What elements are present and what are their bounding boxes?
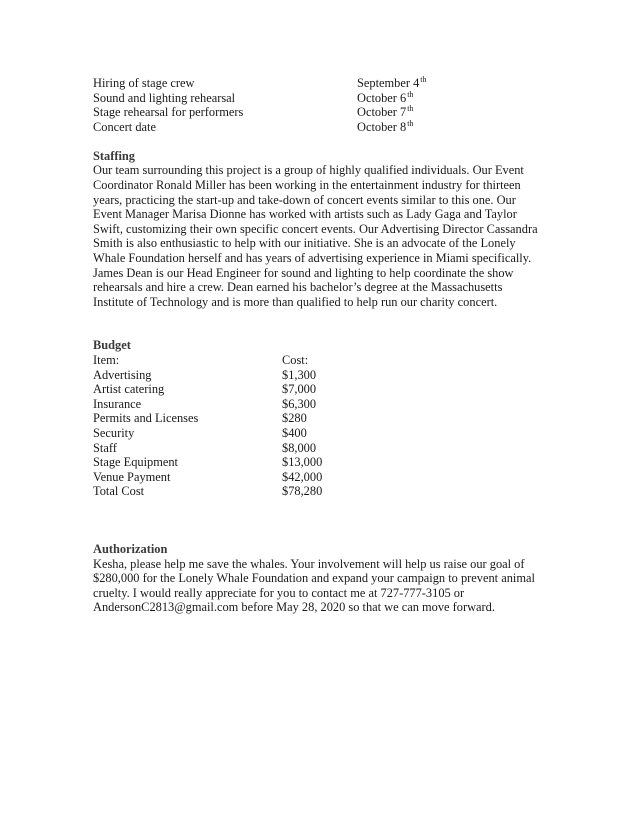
budget-cost: $280 (282, 411, 307, 426)
paragraph-line: $280,000 for the Lonely Whale Foundation and expand your campaign to prevent animal (93, 571, 535, 586)
budget-heading: Budget (93, 338, 131, 353)
budget-item: Advertising (93, 367, 152, 382)
paragraph-line: Swift, customizing their own specific concert events. Our Advertising Director Cassandra (93, 221, 538, 236)
paragraph-line: cruelty. I would really appreciate for you to contact me at 727-777-3105 or (93, 585, 465, 600)
schedule-date: October 7th (357, 104, 414, 120)
schedule-task: Concert date (93, 119, 156, 134)
budget-row (93, 382, 553, 397)
budget-item: Permits and Licenses (93, 411, 199, 426)
staffing-paragraph (93, 163, 553, 309)
budget-row (93, 368, 553, 383)
budget-row (93, 426, 553, 441)
schedule-task: Sound and lighting rehearsal (93, 90, 236, 105)
paragraph-line: Smith is also enthusiastic to help with our initiative. She is an advocate of the Lonely (93, 236, 516, 251)
budget-row (93, 441, 553, 456)
budget-cost: $1,300 (282, 367, 317, 382)
schedule-date: September 4th (357, 75, 427, 90)
schedule-row (93, 120, 553, 135)
schedule-task: Hiring of stage crew (93, 76, 195, 90)
budget-row (93, 455, 553, 470)
paragraph-line: Kesha, please help me save the whales. Your involvement will help us raise our goal of (93, 556, 525, 571)
staffing-heading: Staffing (93, 148, 135, 163)
budget-item: Staff (93, 440, 117, 455)
paragraph-line: AndersonC2813@gmail.com before May 28, 2020 so that we can move forward. (93, 600, 495, 615)
schedule-row (93, 91, 553, 106)
schedule-date: October 8th (357, 118, 414, 134)
budget-total-row (93, 484, 553, 499)
authorization-heading: Authorization (93, 541, 168, 556)
budget-row (93, 411, 553, 426)
budget-cost: $6,300 (282, 396, 317, 411)
paragraph-line: Coordinator Ronald Miller has been working in the entertainment industry for thirteen (93, 178, 521, 193)
budget-cost: $7,000 (282, 382, 317, 397)
budget-item: Insurance (93, 396, 142, 411)
budget-row (93, 397, 553, 412)
document-page (93, 76, 553, 615)
budget-item: Security (93, 425, 135, 440)
paragraph-line: James Dean is our Head Engineer for sound and lighting to help coordinate the show (93, 265, 514, 280)
schedule-task: Stage rehearsal for performers (93, 105, 244, 120)
paragraph-line: years, practicing the start-up and take-down of concert events similar to this one. Our (93, 192, 516, 207)
budget-header-row (93, 353, 553, 368)
schedule-row (93, 76, 553, 91)
budget-cost: $13,000 (282, 455, 323, 470)
budget-cost: $78,280 (282, 484, 323, 499)
budget-cost: $42,000 (282, 469, 323, 484)
budget-item-header: Item: (93, 353, 120, 367)
budget-item: Total Cost (93, 484, 145, 499)
budget-cost: $8,000 (282, 440, 317, 455)
budget-item: Artist catering (93, 382, 165, 397)
paragraph-line: rehearsals and hire a crew. Dean earned his bachelor’s degree at the Massachusetts (93, 280, 503, 295)
budget-item: Venue Payment (93, 469, 171, 484)
budget-table (93, 353, 553, 499)
budget-cost-header: Cost: (282, 353, 309, 367)
schedule-row (93, 105, 553, 120)
authorization-paragraph (93, 557, 553, 615)
schedule-date: October 6th (357, 89, 414, 105)
budget-cost: $400 (282, 425, 307, 440)
paragraph-line: Institute of Technology and is more than qualified to help run our charity concert. (93, 294, 498, 309)
paragraph-line: Our team surrounding this project is a group of highly qualified individuals. Our Event (93, 163, 524, 178)
budget-row (93, 470, 553, 485)
budget-item: Stage Equipment (93, 455, 178, 470)
paragraph-line: Whale Foundation herself and has years of advertising experience in Miami specifically. (93, 251, 532, 266)
paragraph-line: Event Manager Marisa Dionne has worked with artists such as Lady Gaga and Taylor (93, 207, 517, 222)
schedule-list (93, 76, 553, 134)
